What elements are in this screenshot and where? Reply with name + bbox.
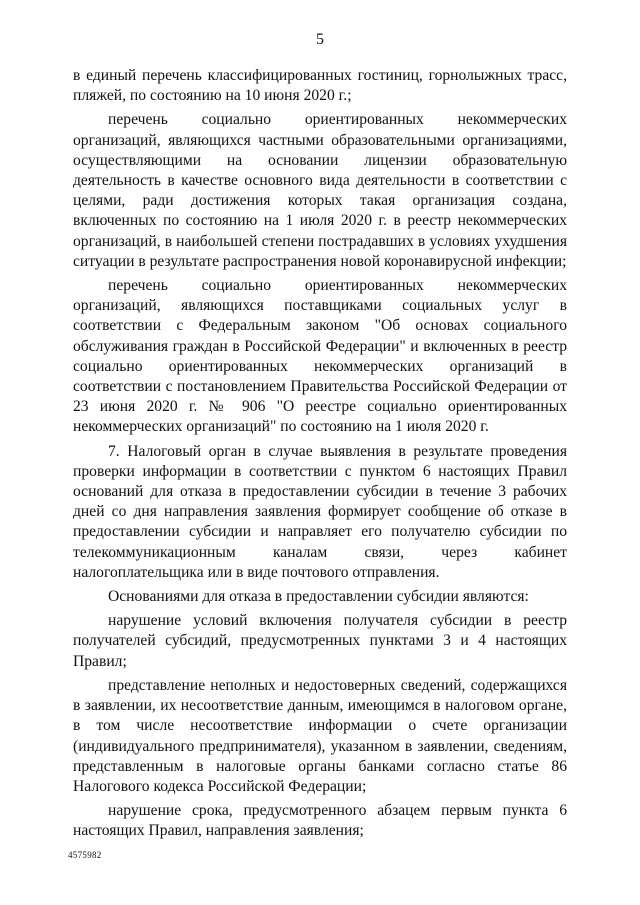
paragraph-refusal-ground-registry: нарушение условий включения получателя субсидии в реестр получателей субсидий, предусмотренных пунктами 3 и 4 настоящих Правил; [73,612,567,670]
document-code: 4575982 [68,850,102,860]
paragraph-list-social-service-providers: перечень социально ориентированных некоммерческих организаций, являющихся поставщиками социальных услуг в соответствии с Федеральным законом "Об основах социального обслуживания граждан в Российской Федерации" и включенных в реестр социально ориентированных некоммерческих организаций в соответствии с постановлением Правительства Российской Федерации от 23 июня 2020 г. № 906 "О реестре социально ориентированных некоммерческих организаций" по состоянию на 1 июля 2020 г. [73,277,567,436]
paragraph-clause-7: 7. Налоговый орган в случае выявления в результате проведения проверки информации в соответствии с пунктом 6 настоящих Правил оснований для отказа в предоставлении субсидии в течение 3 рабочих дней со дня направления заявления формирует сообщение об отказе в предоставлении субсидии и направляет его получателю субсидии по телекоммуникационным каналам связи, через кабинет налогоплательщика или в виде почтового отправления. [73,442,567,581]
page-number: 5 [316,31,324,48]
paragraph-refusal-grounds-intro: Основаниями для отказа в предоставлении субсидии являются: [108,588,529,606]
document-body [73,66,567,842]
paragraph-continuation: в единый перечень классифицированных гостиниц, горнолыжных трасс, пляжей, по состоянию на 10 июня 2020 г.; [73,67,567,105]
paragraph-refusal-ground-deadline: нарушение срока, предусмотренного абзацем первым пункта 6 настоящих Правил, направления заявления; [73,802,567,840]
paragraph-list-educational-organizations: перечень социально ориентированных некоммерческих организаций, являющихся частными образовательными организациями, осуществляющими на основании лицензии образовательную деятельность в качестве основного вида деятельности в соответствии с целями, ради достижения которых такая организация создана, включенных по состоянию на 1 июля 2020 г. в реестр некоммерческих организаций, в наибольшей степени пострадавших в условиях ухудшения ситуации в результате распространения новой коронавирусной инфекции; [73,111,567,270]
paragraph-refusal-ground-information: представление неполных и недостоверных сведений, содержащихся в заявлении, их несоответствие данным, имеющимся в налоговом органе, в том числе несоответствие информации о счете организации (индивидуального предпринимателя), указанном в заявлении, сведениям, представленным в налоговые органы банками согласно статье 86 Налогового кодекса Российской Федерации; [73,676,567,795]
